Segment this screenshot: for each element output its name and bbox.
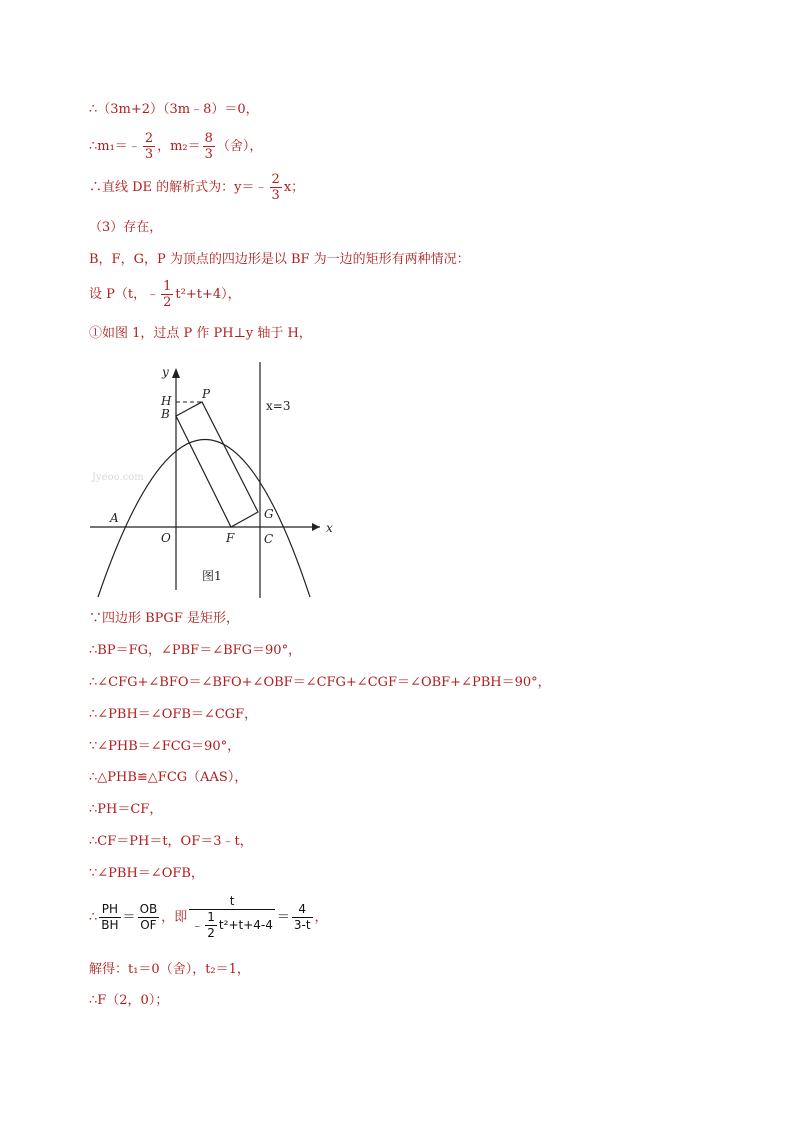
text: x； xyxy=(283,180,305,195)
line-5: B，F，G，P 为顶点的四边形是以 BF 为一边的矩形有两种情况： xyxy=(89,252,470,267)
text: ∴m₁＝﹣ xyxy=(89,139,141,154)
line-1: ∴（3m+2）（3m﹣8）＝0， xyxy=(89,102,259,117)
inner-fraction xyxy=(205,910,217,941)
numerator: OB xyxy=(139,902,158,916)
label-b: B xyxy=(161,407,170,421)
figure-caption: 图1 xyxy=(202,569,222,583)
text: ﹣ xyxy=(191,918,204,932)
numerator: 1 xyxy=(163,279,172,294)
denominator: OF xyxy=(138,917,160,933)
x-axis-arrow xyxy=(312,523,320,531)
line-2 xyxy=(89,131,262,162)
denominator: 3 xyxy=(271,188,280,203)
fraction-ph-bh xyxy=(99,902,120,933)
denominator: 2 xyxy=(207,926,215,940)
rectangle-bpgf xyxy=(176,402,258,527)
denominator xyxy=(189,909,275,941)
label-f: F xyxy=(226,531,235,545)
figure-1 xyxy=(88,360,340,600)
label-o: O xyxy=(161,531,171,545)
line-14: ∴PH＝CF， xyxy=(89,802,163,817)
fraction xyxy=(143,131,155,162)
numerator: 2 xyxy=(271,172,280,187)
line-16: ∵∠PBH＝∠OFB， xyxy=(89,866,204,881)
line-15: ∴CF＝PH＝t，OF＝3﹣t， xyxy=(89,834,253,849)
numerator: 8 xyxy=(204,131,213,146)
line-18: 解得：t₁＝0（舍），t₂＝1， xyxy=(89,962,250,977)
numerator: PH xyxy=(101,902,119,916)
label-y: y xyxy=(162,365,169,379)
text: ，m₂＝ xyxy=(157,139,201,154)
denominator: 3 xyxy=(204,147,213,162)
label-x: x xyxy=(326,521,333,535)
line-3 xyxy=(89,172,304,203)
numerator: t xyxy=(229,894,235,908)
label-c: C xyxy=(264,532,274,546)
denominator: 2 xyxy=(163,295,172,310)
text: ∴直线 DE 的解析式为：y＝﹣ xyxy=(89,180,268,195)
watermark: Jyeoo.com xyxy=(92,472,144,483)
text: ，即 xyxy=(161,910,188,925)
line-4: （3）存在， xyxy=(89,220,163,235)
text: ∴ xyxy=(89,910,98,925)
label-a: A xyxy=(110,511,119,525)
text: ＝ xyxy=(122,910,136,925)
line-8: ∵四边形 BPGF 是矩形， xyxy=(89,611,239,626)
label-x3: x=3 xyxy=(266,399,291,413)
text: t²+t+4）， xyxy=(175,287,241,302)
line-12: ∵∠PHB＝∠FCG＝90°， xyxy=(89,739,241,754)
denominator: 3 xyxy=(144,147,154,162)
line-11: ∴∠PBH＝∠OFB＝∠CGF， xyxy=(89,707,258,722)
fraction-complex xyxy=(189,894,275,941)
numerator: 4 xyxy=(298,902,307,916)
text: ， xyxy=(314,910,328,925)
text: t²+t+4-4 xyxy=(218,918,273,932)
fraction xyxy=(203,131,215,162)
line-6 xyxy=(89,279,241,310)
numerator: 2 xyxy=(144,131,154,146)
fraction xyxy=(270,172,282,203)
line-19: ∴F（2，0）； xyxy=(89,993,169,1008)
denominator: BH xyxy=(101,918,119,932)
label-h: H xyxy=(161,394,172,408)
text: ＝ xyxy=(276,910,290,925)
label-g: G xyxy=(264,507,274,521)
line-10: ∴∠CFG+∠BFO＝∠BFO+∠OBF＝∠CFG+∠CGF＝∠OBF+∠PBH＝90°， xyxy=(89,675,551,690)
denominator: 3-t xyxy=(293,918,311,932)
numerator: 1 xyxy=(207,910,215,924)
text: （舍）， xyxy=(216,139,263,154)
line-17 xyxy=(89,894,328,941)
line-7: ①如图 1，过点 P 作 PH⊥y 轴于 H， xyxy=(89,326,312,341)
fraction-ob-of xyxy=(138,902,160,933)
line-13: ∴△PHB≌△FCG（AAS）， xyxy=(89,770,248,785)
label-p: P xyxy=(202,387,211,401)
text: 设 P（t，﹣ xyxy=(89,287,160,302)
y-axis-arrow xyxy=(172,368,180,378)
fraction xyxy=(161,279,173,310)
fraction-4-3t xyxy=(292,902,313,933)
line-9: ∴BP＝FG，∠PBF＝∠BFG＝90°， xyxy=(89,643,302,658)
